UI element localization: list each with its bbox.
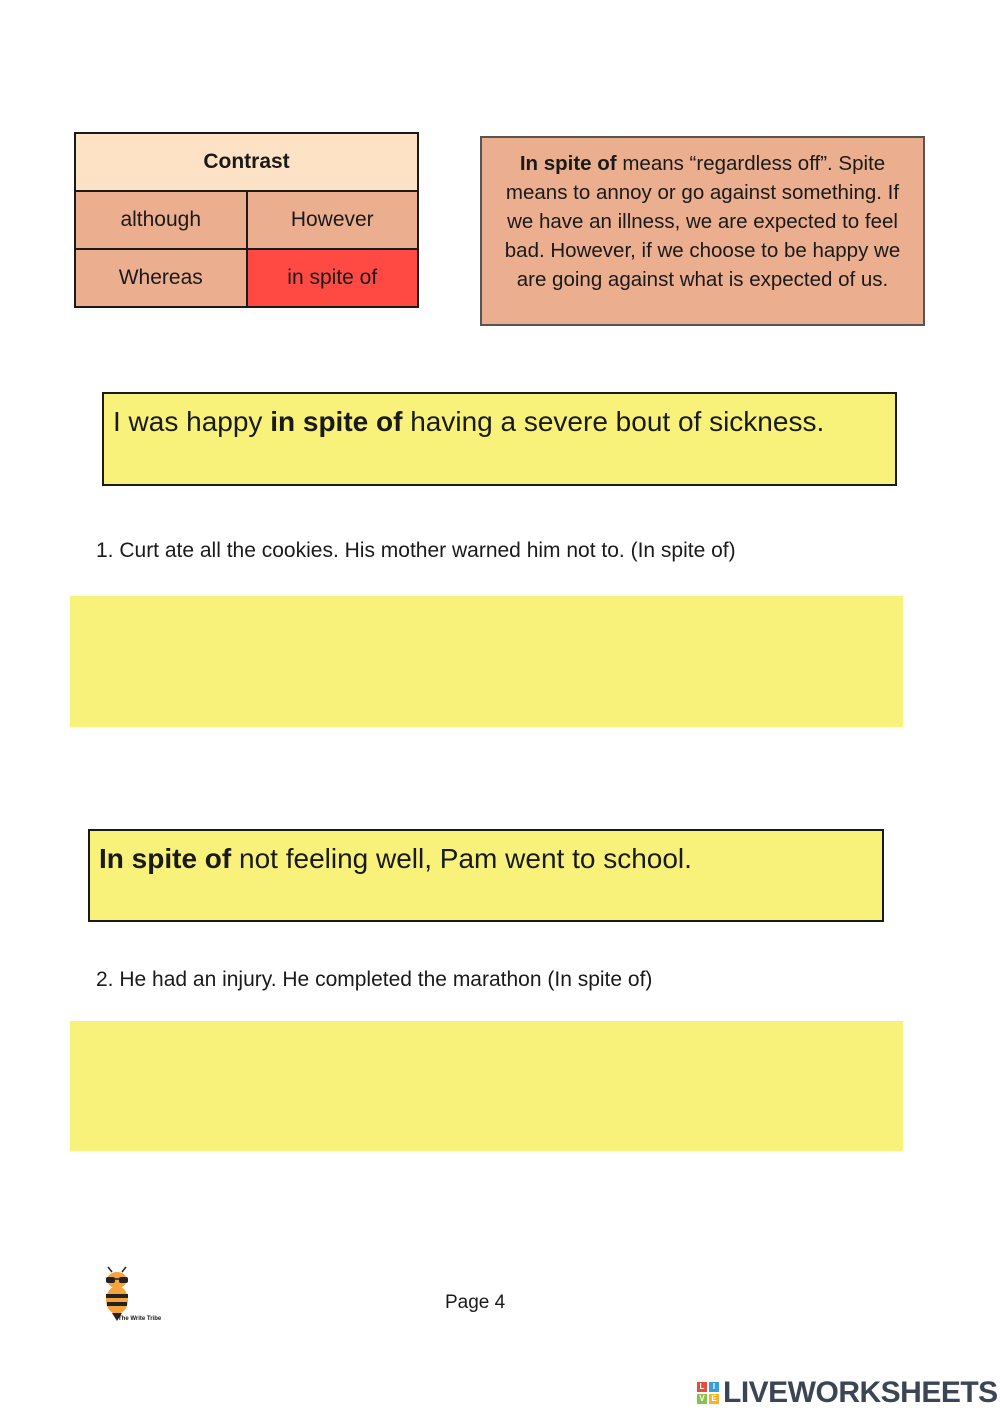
logo-tile-v: V — [697, 1394, 707, 1404]
example1-before: I was happy — [113, 406, 271, 437]
table-cell-however: However — [247, 191, 419, 249]
logo-caption — [118, 1316, 161, 1322]
logo-tile-l: L — [697, 1382, 707, 1392]
logo-tile-e: E — [709, 1394, 719, 1404]
definition-box — [480, 136, 925, 326]
page-number: Page 4 — [445, 1292, 506, 1313]
answer-field-1[interactable] — [70, 596, 903, 727]
definition-term: In spite of — [519, 152, 617, 175]
definition-text: means “regardless off”. Spite means to annoy or go against something. If we have an illness, we are expected to feel bad. However, if we choose to be happy we are going against what is expected of us. — [504, 152, 901, 291]
table-cell-in-spite-of: in spite of — [247, 249, 419, 307]
watermark-text: LIVEWORKSHEETS — [723, 1376, 998, 1409]
example2-after: not feeling well, Pam went to school. — [231, 843, 692, 874]
example2-bold: In spite of — [99, 843, 232, 874]
example-sentence-2 — [88, 829, 884, 922]
logo-tile-i: I — [709, 1382, 719, 1392]
logo-caption-text: The Write Tribe — [118, 1316, 162, 1322]
question-2: 2. He had an injury. He completed the marathon (In spite of) — [96, 968, 653, 991]
table-cell-although: although — [75, 191, 247, 249]
liveworksheets-watermark — [697, 1376, 998, 1410]
contrast-table — [74, 132, 419, 308]
contrast-table-header: Contrast — [75, 133, 418, 191]
answer-field-2[interactable] — [70, 1021, 903, 1151]
example1-bold: in spite of — [270, 406, 403, 437]
question-1: 1. Curt ate all the cookies. His mother warned him not to. (In spite of) — [96, 539, 736, 562]
example-sentence-1 — [102, 392, 897, 486]
example1-after: having a severe bout of sickness. — [402, 406, 825, 437]
table-cell-whereas: Whereas — [75, 249, 247, 307]
liveworksheets-logo-icon — [697, 1382, 719, 1404]
